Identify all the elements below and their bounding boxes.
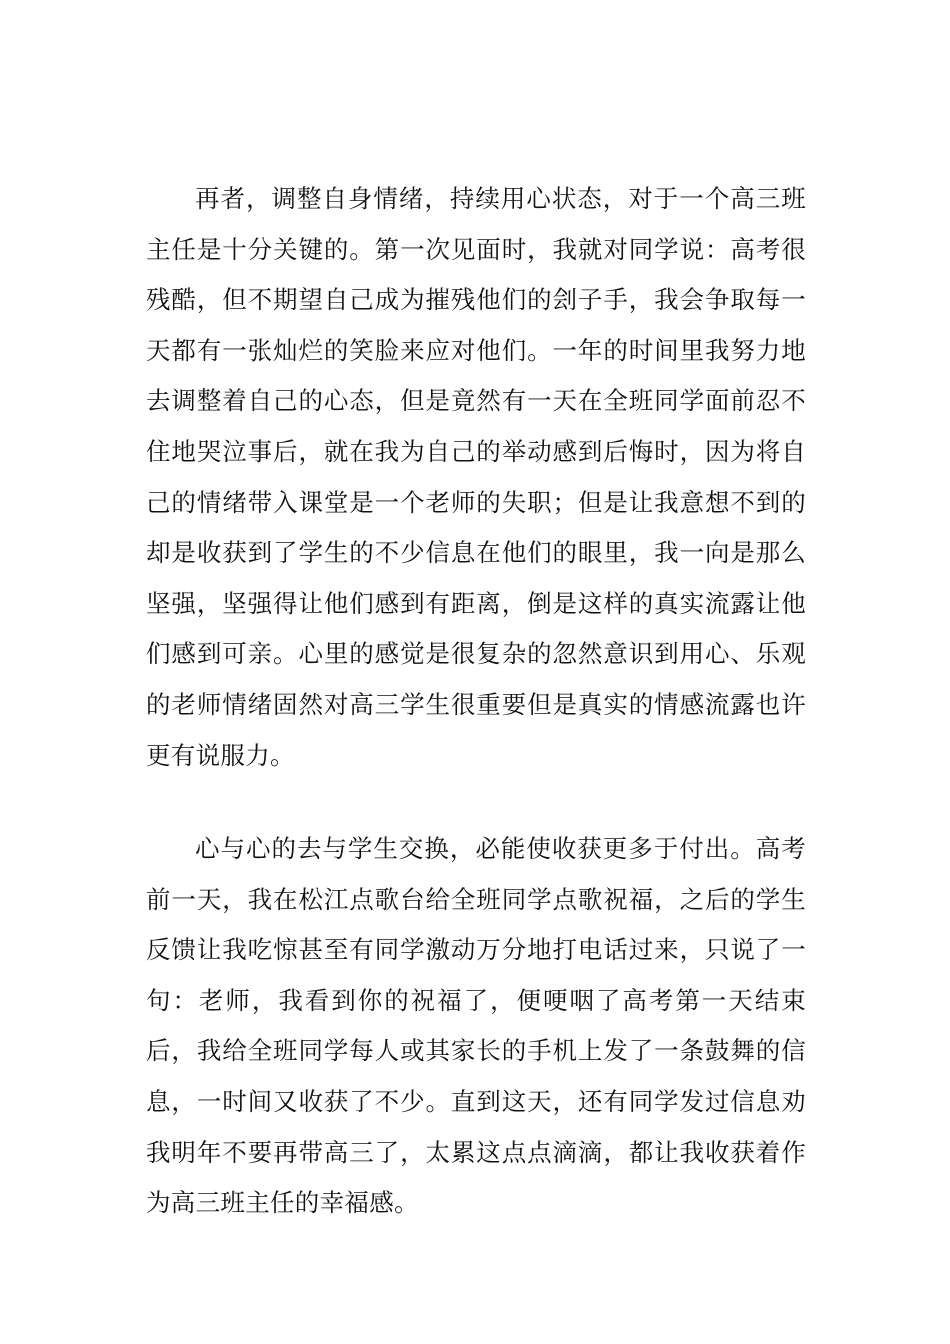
body-paragraph-1: 再者，调整自身情绪，持续用心状态，对于一个高三班主任是十分关键的。第一次见面时，我就对同学说：高考很残酷，但不期望自己成为摧残他们的刽子手，我会争取每一天都有一张灿烂的笑脸来应对他们。一年的时间里我努力地去调整着自己的心态，但是竟然有一天在全班同学面前忍不住地哭泣事后，就在我为自己的举动感到后悔时，因为将自己的情绪带入课堂是一个老师的失职；但是让我意想不到的却是收获到了学生的不少信息在他们的眼里，我一向是那么坚强，坚强得让他们感到有距离，倒是这样的真实流露让他们感到可亲。心里的感觉是很复杂的忽然意识到用心、乐观的老师情绪固然对高三学生很重要但是真实的情感流露也许更有说服力。 bbox=[146, 184, 806, 770]
body-paragraph-2: 心与心的去与学生交换，必能使收获更多于付出。高考前一天，我在松江点歌台给全班同学点歌祝福，之后的学生反馈让我吃惊甚至有同学激动万分地打电话过来，只说了一句：老师，我看到你的祝福了，便哽咽了高考第一天结束后，我给全班同学每人或其家长的手机上发了一条鼓舞的信息，一时间又收获了不少。直到这天，还有同学发过信息劝我明年不要再带高三了，太累这点点滴滴，都让我收获着作为高三班主任的幸福感。 bbox=[146, 834, 806, 1218]
